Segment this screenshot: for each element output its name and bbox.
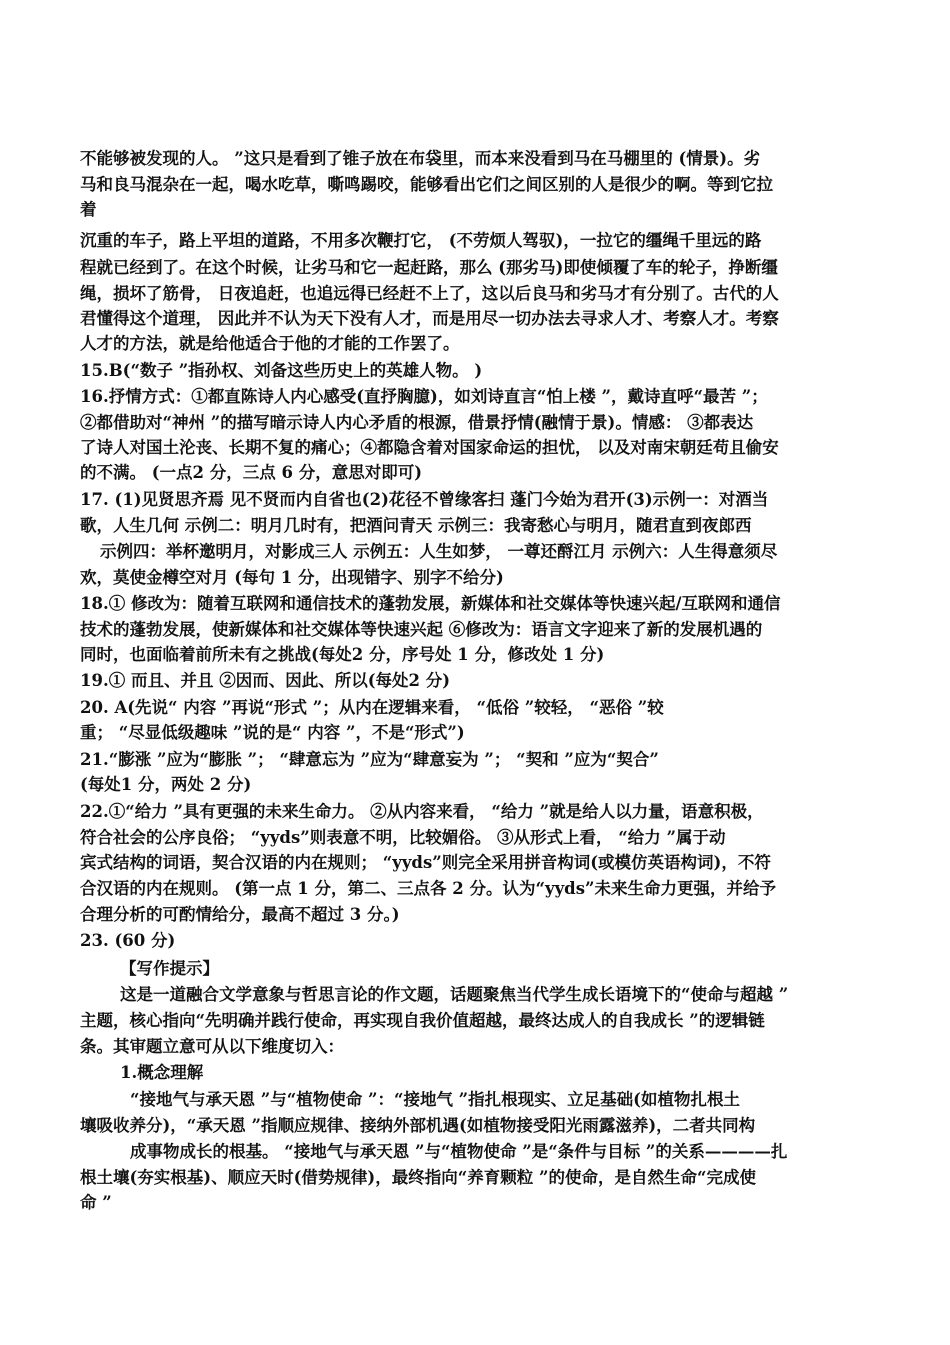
answer-19: 19.① 而且、并且 ②因而、因此、所以(每处2 分) [80, 671, 451, 690]
answer-15: 15.B(“数子 ”指孙权、刘备这些历史上的英雄人物。 ) [80, 361, 483, 380]
answer-20: 20. A(先说“ 内容 ”再说“形式 ”；从内在逻辑来看， “低俗 ”较轻， “恶俗 ”较 [80, 698, 664, 717]
text-line: 歌，人生几何 示例二：明月几时有，把酒问青天 示例三：我寄愁心与明月，随君直到夜郎西 [80, 516, 752, 535]
text-line: 欢，莫使金樽空对月 (每句 1 分，出现错字、别字不给分) [80, 568, 504, 587]
text-line: 不能够被发现的人。 ”这只是看到了锥子放在布袋里，而本来没看到马在马棚里的 (情景)。劣 [80, 149, 761, 168]
answer-18: 18.① 修改为：随着互联网和通信技术的蓬勃发展，新媒体和社交媒体等快速兴起/互联网和通信 [80, 594, 781, 613]
text-line: “接地气与承天恩 ”与“植物使命 ”：“接地气 ”指扎根现实、立足基础(如植物扎根土 [130, 1090, 740, 1109]
text-line: 壤吸收养分)，“承天恩 ”指顺应规律、接纳外部机遇(如植物接受阳光雨露滋养)，二者共同构 [80, 1116, 756, 1135]
answer-23: 23. (60 分) [80, 931, 176, 950]
text-line: 符合社会的公序良俗； “yyds”则表意不明，比较媚俗。 ③从形式上看， “给力 ”属于动 [80, 828, 726, 847]
subsection-heading: 1.概念理解 [120, 1063, 204, 1082]
text-line: 人才的方法，就是给他适合于他的才能的工作罢了。 [80, 334, 460, 353]
text-line: 马和良马混杂在一起，喝水吃草，嘶鸣踢咬，能够看出它们之间区别的人是很少的啊。等到它拉 [80, 175, 773, 194]
text-line: 技术的蓬勃发展，使新媒体和社交媒体等快速兴起 ⑥修改为：语言文字迎来了新的发展机遇的 [80, 620, 763, 639]
text-line: 主题，核心指向“先明确并践行使命，再实现自我价值超越，最终达成人的自我成长 ”的逻辑链 [80, 1011, 765, 1030]
answer-22: 22.①“给力 ”具有更强的未来生命力。 ②从内容来看， “给力 ”就是给人以力量，语意积极， [80, 802, 764, 821]
text-line: 条。其审题立意可从以下维度切入： [80, 1037, 344, 1056]
answer-21: 21.“膨涨 ”应为“膨胀 ”； “肆意忘为 ”应为“肆意妄为 ”； “契和 ”应为“契合” [80, 750, 659, 769]
text-line: 君懂得这个道理， 因此并不认为天下没有人才，而是用尽一切办法去寻求人才、考察人才。考察 [80, 309, 779, 328]
text-line: 这是一道融合文学意象与哲思言论的作文题，话题聚焦当代学生成长语境下的“使命与超越 ” [120, 985, 789, 1004]
text-line: 根土壤(夯实根基)、顺应天时(借势规律)，最终指向“养育颗粒 ”的使命，是自然生命“完成使 [80, 1168, 756, 1187]
text-line: 合汉语的内在规则。 (第一点 1 分，第二、三点各 2 分。认为“yyds”未来生命力更强，并给予 [80, 879, 776, 898]
text-line: 示例四：举杯邀明月，对影成三人 示例五：人生如梦， 一尊还酹江月 示例六：人生得意须尽 [100, 542, 778, 561]
answer-16: 16.抒情方式：①都直陈诗人内心感受(直抒胸臆)，如刘诗直言“怕上楼 ”，戴诗直呼“最苦 ”； [80, 387, 768, 406]
text-line: 重； “尽显低级趣味 ”说的是“ 内容 ”，不是“形式”) [80, 723, 465, 742]
text-line: 宾式结构的词语，契合汉语的内在规则； “yyds”则完全采用拼音构词(或模仿英语构词)，不符 [80, 853, 771, 872]
section-heading: 【写作提示】 [120, 959, 219, 978]
text-line: 了诗人对国土沦丧、长期不复的痛心；④都隐含着对国家命运的担忧， 以及对南宋朝廷苟且偷安 [80, 438, 779, 457]
text-line: 程就已经到了。在这个时候，让劣马和它一起赶路，那么 (那劣马)即使倾覆了车的轮子，挣断缰 [80, 258, 778, 277]
text-line: 着 [80, 200, 97, 219]
text-line: 同时，也面临着前所未有之挑战(每处2 分，序号处 1 分，修改处 1 分) [80, 645, 605, 664]
text-line: 成事物成长的根基。 “接地气与承天恩 ”与“植物使命 ”是“条件与目标 ”的关系————扎 [130, 1142, 788, 1161]
text-line: 沉重的车子，路上平坦的道路，不用多次鞭打它， (不劳烦人驾驭)，一拉它的缰绳千里远的路 [80, 231, 762, 250]
text-line: 命 ” [80, 1193, 112, 1212]
text-line: 的不满。 (一点2 分，三点 6 分，意思对即可) [80, 463, 423, 482]
text-line: 绳，损坏了筋骨， 日夜追赶，也追远得已经赶不上了，这以后良马和劣马才有分别了。古代的人 [80, 284, 779, 303]
text-line: (每处1 分，两处 2 分) [80, 775, 252, 794]
text-line: 合理分析的可酌情给分，最高不超过 3 分。) [80, 905, 400, 924]
answer-17: 17. (1)见贤思齐焉 见不贤而内自省也(2)花径不曾缘客扫 蓬门今始为君开(3)示例一：对酒当 [80, 490, 769, 509]
text-line: ②都借助对“神州 ”的描写暗示诗人内心矛盾的根源，借景抒情(融情于景)。情感： ③都表达 [80, 413, 754, 432]
